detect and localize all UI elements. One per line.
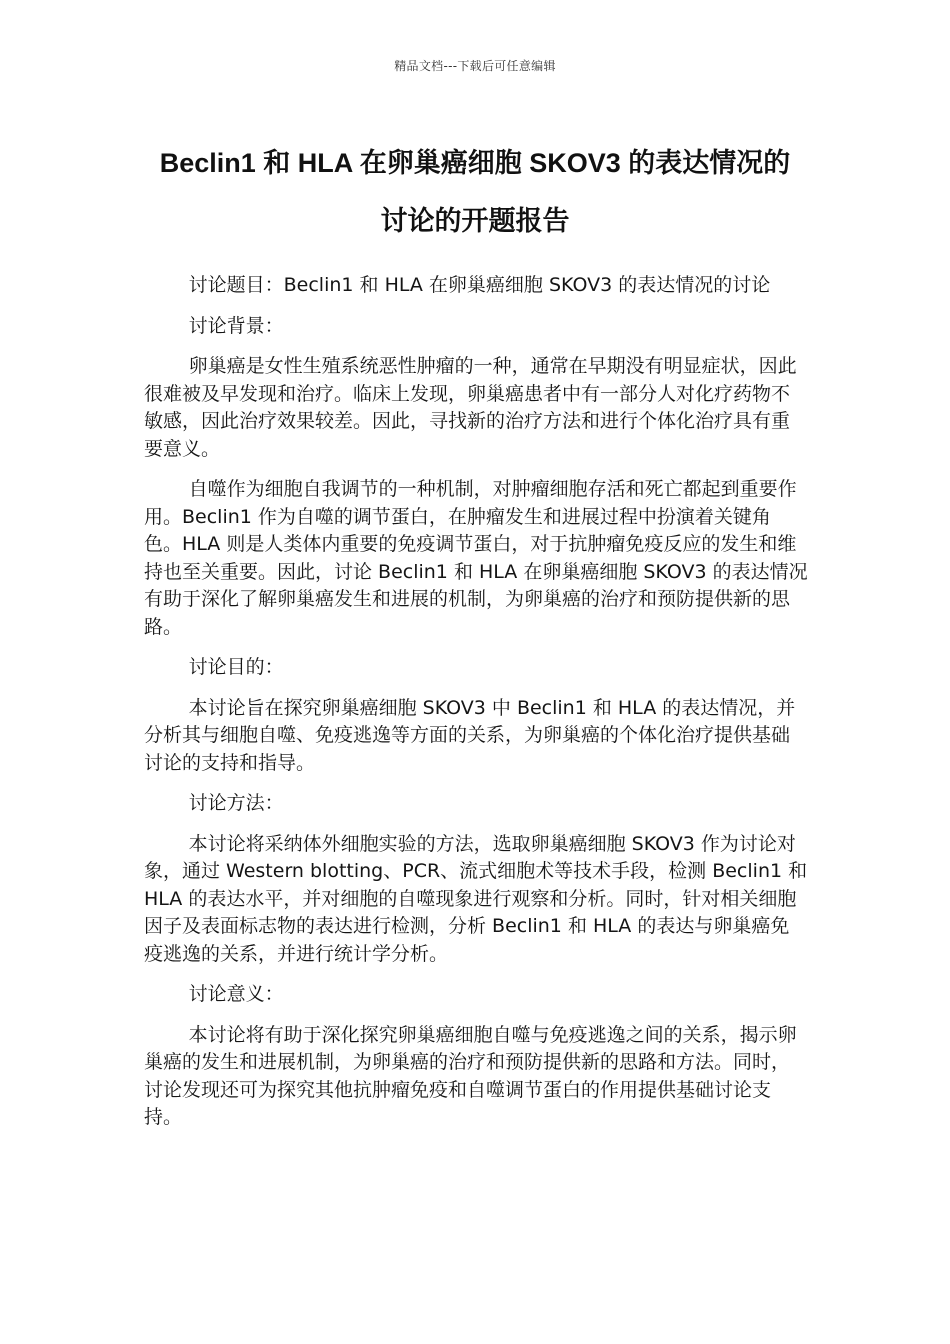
- title-line-1: Beclin1 和 HLA 在卵巢癌细胞 SKOV3 的表达情况的: [159, 148, 791, 178]
- title-line-2: 讨论的开题报告: [380, 206, 570, 236]
- method-paragraph: 本讨论将采纳体外细胞实验的方法，选取卵巢癌细胞 SKOV3 作为讨论对象，通过 Western blotting、PCR、流式细胞术等技术手段，检测 Beclin1 和 HLA 的表达水平，并对细胞的自噬现象进行观察和分析。同时，针对相关细胞因子及表面标志物的表达进行检测，分析 Beclin1 和 HLA 的表达与卵巢癌免疫逃逸的关系，并进行统计学分析。: [144, 832, 808, 965]
- document-body: [144, 272, 808, 1145]
- significance-heading: 讨论意义：: [188, 983, 284, 1005]
- purpose-heading: 讨论目的：: [188, 656, 284, 678]
- background-heading: 讨论背景：: [188, 314, 284, 337]
- header-note: 精品文档---下载后可任意编辑: [394, 59, 556, 73]
- background-paragraph-2: 自噬作为细胞自我调节的一种机制，对肿瘤细胞存活和死亡都起到重要作用。Beclin1 作为自噬的调节蛋白，在肿瘤发生和进展过程中扮演着关键角色。HLA 则是人类体内重要的免疫调节蛋白，对于抗肿瘤免疫反应的发生和维持也至关重要。因此，讨论 Beclin1 和 HLA 在卵巢癌细胞 SKOV3 的表达情况有助于深化了解卵巢癌发生和进展的机制，为卵巢癌的治疗和预防提供新的思路。: [144, 478, 808, 638]
- document-title: [120, 134, 830, 250]
- topic-paragraph: 讨论题目：Beclin1 和 HLA 在卵巢癌细胞 SKOV3 的表达情况的讨论: [188, 274, 771, 296]
- significance-paragraph: 本讨论将有助于深化探究卵巢癌细胞自噬与免疫逃逸之间的关系，揭示卵巢癌的发生和进展机制，为卵巢癌的治疗和预防提供新的思路和方法。同时，讨论发现还可为探究其他抗肿瘤免疫和自噬调节蛋白的作用提供基础讨论支持。: [144, 1023, 797, 1128]
- purpose-paragraph: 本讨论旨在探究卵巢癌细胞 SKOV3 中 Beclin1 和 HLA 的表达情况，并分析其与细胞自噬、免疫逃逸等方面的关系，为卵巢癌的个体化治疗提供基础讨论的支持和指导。: [144, 696, 796, 774]
- method-heading: 讨论方法：: [188, 792, 284, 814]
- background-paragraph-1: 卵巢癌是女性生殖系统恶性肿瘤的一种，通常在早期没有明显症状，因此很难被及早发现和治疗。临床上发现，卵巢癌患者中有一部分人对化疗药物不敏感，因此治疗效果较差。因此，寻找新的治疗方法和进行个体化治疗具有重要意义。: [144, 355, 797, 460]
